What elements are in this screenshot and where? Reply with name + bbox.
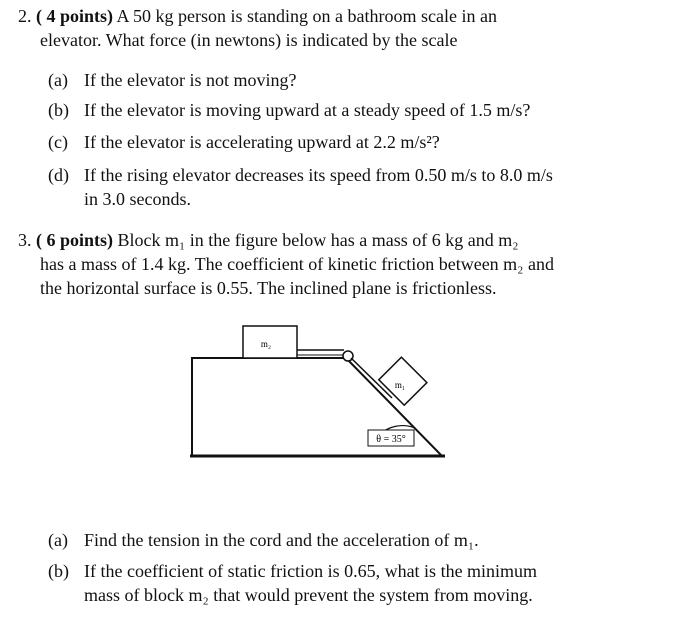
part-label: (c) — [48, 132, 68, 152]
part-label: (d) — [48, 165, 69, 185]
part-label: (a) — [48, 70, 68, 90]
part-text: If the coefficient of static friction is 0.65, what is the minimum — [84, 561, 538, 581]
problem-2-number: 2. — [18, 6, 32, 26]
part-label: (b) — [48, 561, 69, 581]
problem-2-part-d — [48, 163, 553, 187]
problem-2-part-a — [48, 68, 296, 92]
problem-3-text-line2: has a mass of 1.4 kg. The coefficient of kinetic friction between m₂ and — [40, 254, 554, 274]
block-m1-label: m₁ — [394, 380, 406, 390]
part-text: If the rising elevator decreases its speed from 0.50 m/s to 8.0 m/s — [84, 165, 553, 185]
problem-2-text-line1: A 50 kg person is standing on a bathroom scale in an — [116, 6, 497, 26]
problem-2-points: ( 4 points) — [36, 6, 114, 26]
problem-2-text-line2: elevator. What force (in newtons) is indicated by the scale — [40, 30, 458, 50]
problem-3-part-b-line2: mass of block m₂ that would prevent the system from moving. — [84, 585, 533, 605]
incline-pulley-figure — [180, 318, 460, 468]
problem-2-part-c — [48, 130, 440, 154]
part-text: Find the tension in the cord and the acceleration of m₁. — [84, 530, 479, 550]
problem-3-text-line1: Block m₁ in the figure below has a mass of 6 kg and m₂ — [117, 230, 519, 250]
problem-2-part-d-line2: in 3.0 seconds. — [84, 189, 191, 209]
part-label: (a) — [48, 530, 68, 550]
part-label: (b) — [48, 100, 69, 120]
problem-3-heading — [18, 228, 519, 252]
problem-3-points: ( 6 points) — [36, 230, 114, 250]
problem-2-part-b — [48, 98, 530, 122]
problem-2-heading — [18, 4, 497, 28]
part-text: If the elevator is accelerating upward at 2.2 m/s²? — [84, 132, 440, 152]
part-text: If the elevator is moving upward at a steady speed of 1.5 m/s? — [84, 100, 531, 120]
figure-svg — [180, 318, 460, 468]
block-m2-label: m₂ — [260, 339, 272, 349]
problem-3-part-a — [48, 528, 479, 552]
part-text: If the elevator is not moving? — [84, 70, 297, 90]
problem-3-part-b — [48, 559, 537, 583]
problem-3-number: 3. — [18, 230, 32, 250]
angle-label: θ = 35° — [376, 434, 406, 445]
problem-3-text-line3: the horizontal surface is 0.55. The inclined plane is frictionless. — [40, 278, 497, 298]
